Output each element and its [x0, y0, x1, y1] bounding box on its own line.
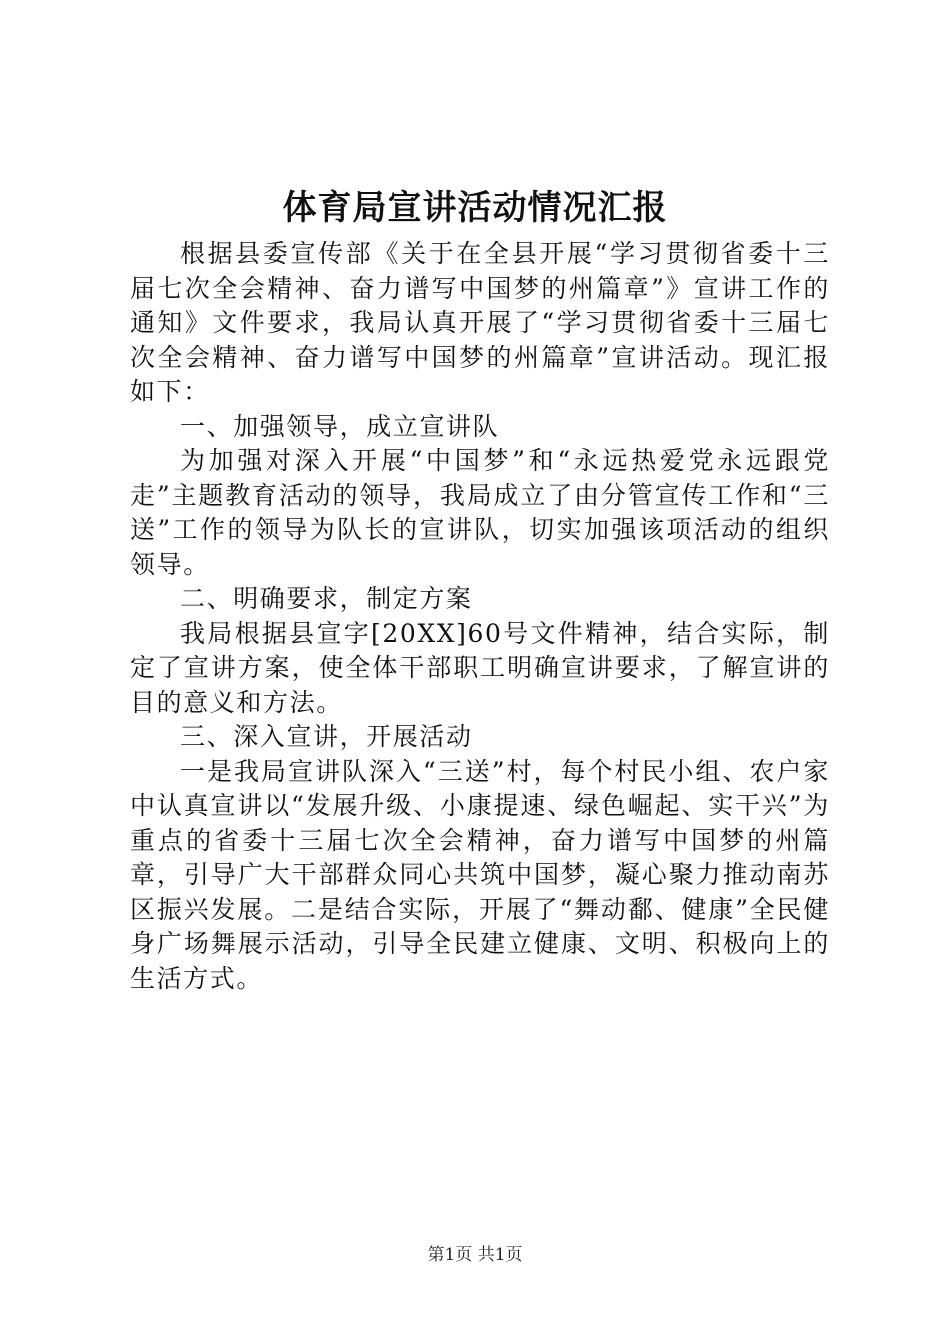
document-title: 体育局宣讲活动情况汇报 — [282, 188, 668, 228]
paragraph-section-1: 为加强对深入开展“中国梦”和“永远热爱党永远跟党走”主题教育活动的领导，我局成立了由分管宣传工作和“三送”工作的领导为队长的宣讲队，切实加强该项活动的组织领导。 — [130, 446, 830, 579]
section-heading-2: 二、明确要求，制定方案 — [180, 584, 473, 613]
paragraph-intro: 根据县委宣传部《关于在全县开展“学习贯彻省委十三届七次全会精神、奋力谱写中国梦的州篇章”》宣讲工作的通知》文件要求，我局认真开展了“学习贯彻省委十三届七次全会精神、奋力谱写中国梦的州篇章”宣讲活动。现汇报如下： — [130, 239, 830, 406]
paragraph-section-3: 一是我局宣讲队深入“三送”村，每个村民小组、农户家中认真宣讲以“发展升级、小康提速、绿色崛起、实干兴”为重点的省委十三届七次全会精神，奋力谱写中国梦的州篇章，引导广大干部群众同心共筑中国梦，凝心聚力推动南苏区振兴发展。二是结合实际，开展了“舞动鄱、健康”全民健身广场舞展示活动，引导全民建立健康、文明、积极向上的生活方式。 — [130, 756, 830, 993]
paragraph-section-2: 我局根据县宣字[20XX]60号文件精神，结合实际，制定了宣讲方案，使全体干部职工明确宣讲要求，了解宣讲的目的意义和方法。 — [130, 618, 830, 717]
section-heading-3: 三、深入宣讲，开展活动 — [180, 722, 473, 751]
document-body — [130, 237, 830, 996]
section-heading-1: 一、加强领导，成立宣讲队 — [180, 411, 500, 441]
page-number-footer: 第1页 共1页 — [427, 1245, 523, 1265]
